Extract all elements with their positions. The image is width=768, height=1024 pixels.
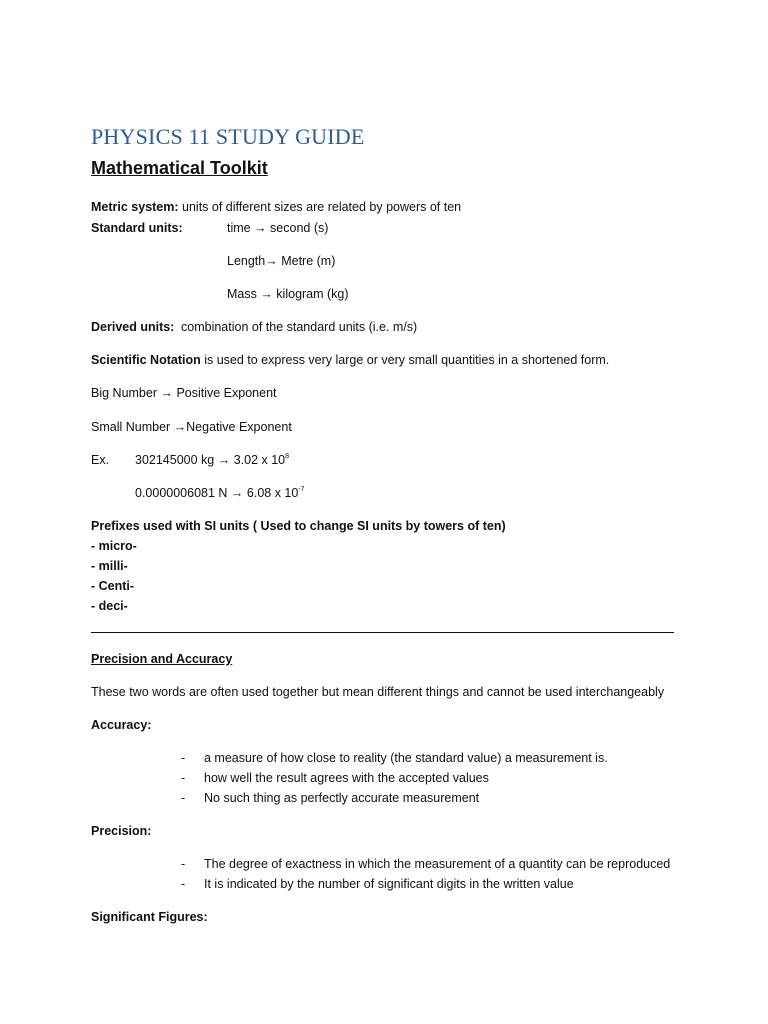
metric-system-label: Metric system: xyxy=(91,200,179,214)
precision-item: The degree of exactness in which the measurement of a quantity can be reproduced xyxy=(204,857,671,871)
example-1-exponent: 8 xyxy=(285,453,290,460)
prefix-item: - Centi- xyxy=(91,579,135,593)
bullet-dash: - xyxy=(181,791,186,805)
example-label: Ex. xyxy=(91,453,110,467)
metric-system-line xyxy=(91,199,461,215)
precision-accuracy-heading: Precision and Accuracy xyxy=(91,652,233,666)
prefix-item: - milli- xyxy=(91,559,128,573)
metric-system-text: units of different sizes are related by powers of ten xyxy=(178,200,462,214)
scientific-notation-text: is used to express very large or very small quantities in a shortened form. xyxy=(200,353,610,367)
bullet-dash: - xyxy=(181,771,186,785)
example-1-expression: 302145000 kg → 3.02 x 10 xyxy=(135,453,286,467)
precision-label: Precision: xyxy=(91,824,152,838)
example-2-exponent: -7 xyxy=(298,486,305,493)
precision-accuracy-intro: These two words are often used together but mean different things and cannot be used interchangeably xyxy=(91,685,665,699)
precision-item: It is indicated by the number of significant digits in the written value xyxy=(204,877,574,891)
derived-units-label: Derived units: xyxy=(91,320,175,334)
big-number-line: Big Number → Positive Exponent xyxy=(91,386,277,400)
scientific-notation-line xyxy=(91,352,609,368)
accuracy-item: No such thing as perfectly accurate measurement xyxy=(204,791,480,805)
accuracy-label: Accuracy: xyxy=(91,718,152,732)
derived-units-text: combination of the standard units (i.e. m/s) xyxy=(181,320,418,334)
bullet-dash: - xyxy=(181,751,186,765)
section-title: Mathematical Toolkit xyxy=(91,158,268,178)
example-2 xyxy=(135,485,305,501)
prefix-item: - deci- xyxy=(91,599,128,613)
prefixes-label: Prefixes used with SI units ( Used to change SI units by towers of ten) xyxy=(91,519,506,533)
accuracy-item: a measure of how close to reality (the standard value) a measurement is. xyxy=(204,751,608,765)
prefix-item: - micro- xyxy=(91,539,137,553)
standard-unit-length: Length→ Metre (m) xyxy=(227,254,336,268)
document-title: PHYSICS 11 STUDY GUIDE xyxy=(91,124,365,149)
standard-unit-time: time → second (s) xyxy=(227,221,329,235)
bullet-dash: - xyxy=(181,877,186,891)
small-number-line: Small Number →Negative Exponent xyxy=(91,420,292,434)
accuracy-item: how well the result agrees with the accepted values xyxy=(204,771,489,785)
example-1 xyxy=(135,452,289,468)
standard-unit-mass: Mass → kilogram (kg) xyxy=(227,287,349,301)
scientific-notation-label: Scientific Notation xyxy=(91,353,201,367)
bullet-dash: - xyxy=(181,857,186,871)
example-2-expression: 0.0000006081 N → 6.08 x 10 xyxy=(135,486,299,500)
horizontal-divider xyxy=(91,632,674,633)
standard-units-label: Standard units: xyxy=(91,221,183,235)
significant-figures-label: Significant Figures: xyxy=(91,910,208,924)
